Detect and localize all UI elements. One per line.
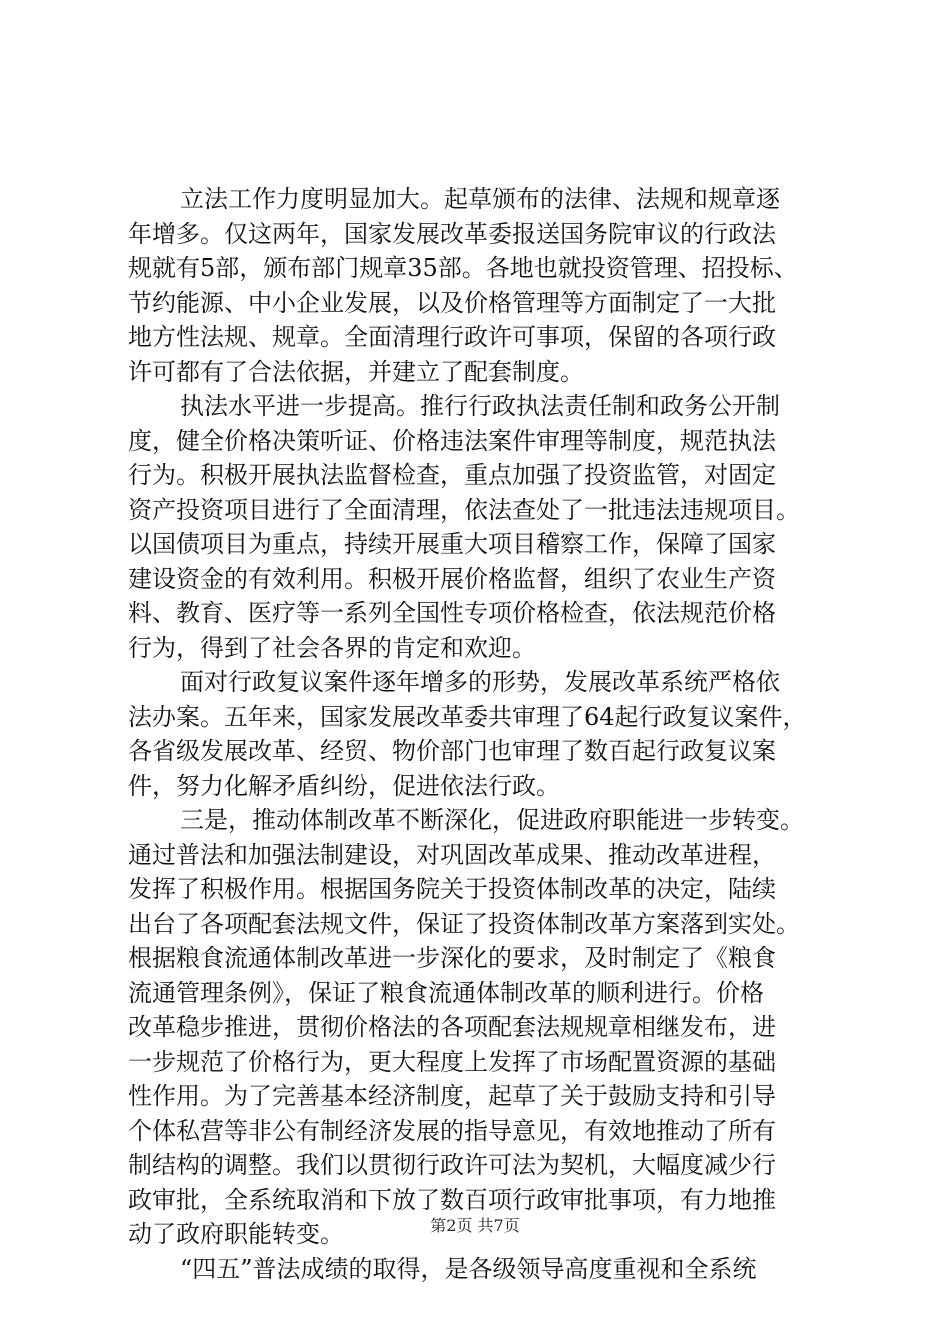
paragraph-line: 立法工作力度明显加大。起草颁布的法律、法规和规章逐 — [180, 185, 780, 213]
paragraph-line: “四五”普法成绩的取得，是各级领导高度重视和全系统 — [180, 1254, 757, 1283]
paragraph-line: 发挥了积极作用。根据国务院关于投资体制改革的决定，陆续 — [128, 875, 776, 903]
paragraph-line: 改革稳步推进，贯彻价格法的各项配套法规规章相继发布，进 — [128, 1013, 776, 1041]
paragraph-line: 法办案。五年来，国家发展改革委共审理了64起行政复议案件， — [128, 702, 807, 731]
paragraph-line: 出台了各项配套法规文件，保证了投资体制改革方案落到实处。 — [128, 909, 800, 938]
paragraph-line: 节约能源、中小企业发展，以及价格管理等方面制定了一大批 — [128, 288, 776, 317]
paragraph-line: 一步规范了价格行为，更大程度上发挥了市场配置资源的基础 — [128, 1047, 776, 1076]
paragraph-line: 动了政府职能转变。 — [128, 1220, 344, 1248]
paragraph-line: 行为，得到了社会各界的肯定和欢迎。 — [128, 633, 536, 662]
paragraph-line: 料、教育、医疗等一系列全国性专项价格检查，依法规范价格 — [128, 599, 776, 627]
paragraph-line: 个体私营等非公有制经济发展的指导意见，有效地推动了所有 — [128, 1116, 776, 1145]
paragraph-line: 以国债项目为重点，持续开展重大项目稽察工作，保障了国家 — [128, 530, 776, 558]
paragraph-line: 三是，推动体制改革不断深化，促进政府职能进一步转变。 — [180, 806, 804, 834]
paragraph-line: 性作用。为了完善基本经济制度，起草了关于鼓励支持和引导 — [128, 1082, 776, 1110]
paragraph-line: 面对行政复议案件逐年增多的形势，发展改革系统严格依 — [180, 668, 780, 696]
paragraph-line: 地方性法规、规章。全面清理行政许可事项，保留的各项行政 — [128, 323, 776, 351]
paragraph-line: 规就有5部，颁布部门规章35部。各地也就投资管理、招投标、 — [128, 254, 798, 282]
paragraph-line: 根据粮食流通体制改革进一步深化的要求，及时制定了《粮食 — [128, 944, 776, 972]
paragraph-line: 许可都有了合法依据，并建立了配套制度。 — [128, 357, 584, 386]
paragraph-line: 件，努力化解矛盾纠纷，促进依法行政。 — [128, 771, 560, 800]
paragraph-line: 各省级发展改革、经贸、物价部门也审理了数百起行政复议案 — [128, 737, 776, 765]
paragraph-line: 年增多。仅这两年，国家发展改革委报送国务院审议的行政法 — [128, 219, 776, 248]
paragraph-line: 流通管理条例》，保证了粮食流通体制改革的顺利进行。价格 — [128, 978, 764, 1007]
paragraph-line: 建设资金的有效利用。积极开展价格监督，组织了农业生产资 — [128, 564, 776, 593]
paragraph-line: 行为。积极开展执法监督检查，重点加强了投资监管，对固定 — [128, 461, 776, 489]
paragraph-line: 通过普法和加强法制建设，对巩固改革成果、推动改革进程， — [128, 840, 776, 869]
paragraph-line: 度，健全价格决策听证、价格违法案件审理等制度，规范执法 — [128, 426, 776, 455]
document-body — [128, 182, 830, 1286]
paragraph-line: 政审批，全系统取消和下放了数百项行政审批事项，有力地推 — [128, 1185, 776, 1214]
paragraph-line: 制结构的调整。我们以贯彻行政许可法为契机，大幅度减少行 — [128, 1151, 776, 1179]
page-number-footer: 第2页 共7页 — [430, 1216, 520, 1235]
paragraph-line: 执法水平进一步提高。推行行政执法责任制和政务公开制 — [180, 392, 780, 420]
paragraph-line: 资产投资项目进行了全面清理，依法查处了一批违法违规项目。 — [128, 495, 800, 524]
